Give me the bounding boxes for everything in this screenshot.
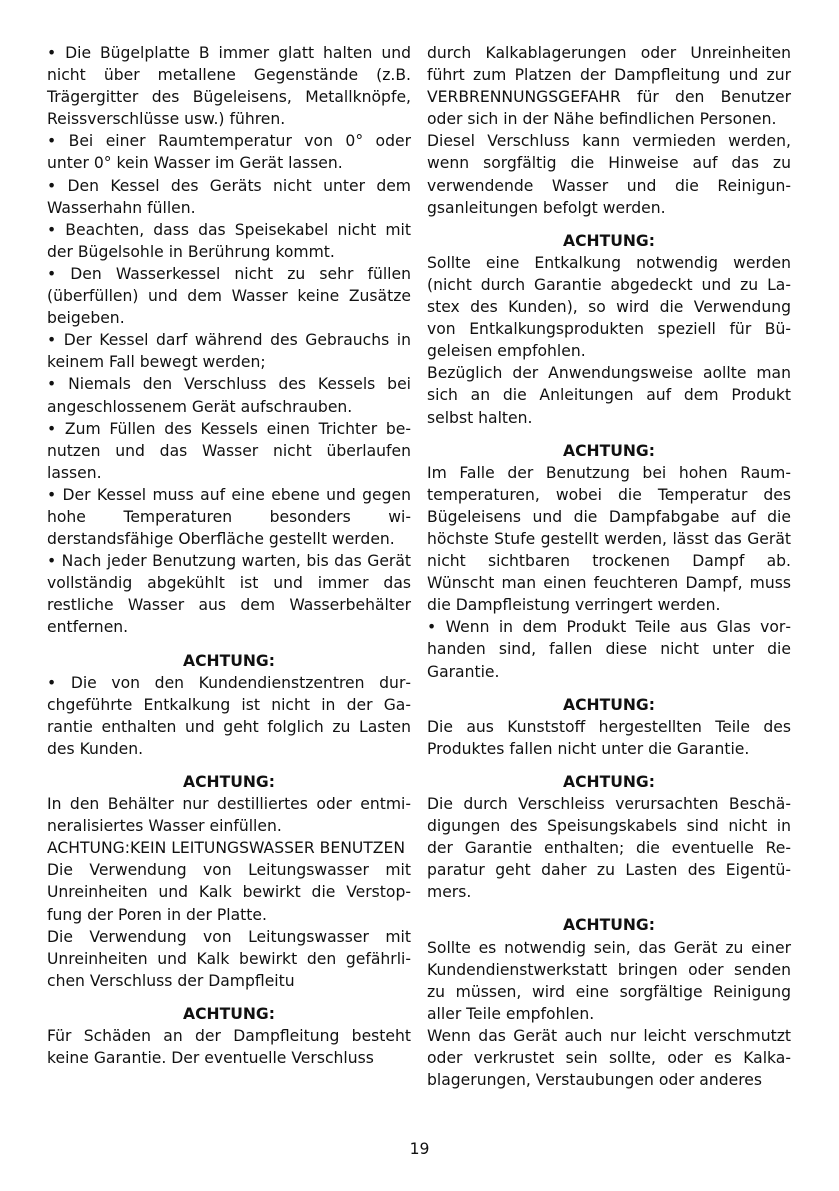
paragraph: Wenn das Gerät auch nur leicht verschmutzt oder verkrustet sein sollte, oder es Kalkablagerungen, Verstaubungen oder anderes bbox=[427, 1026, 791, 1090]
section-heading: ACHTUNG: bbox=[563, 695, 655, 714]
paragraph: Die Verwendung von Leitungswasser mit Unreinheiten und Kalk bewirkt den gefährlichen Verschluss der Dampfleitu bbox=[47, 927, 411, 990]
section-heading: ACHTUNG: bbox=[563, 441, 655, 460]
paragraph: Die durch Verschleiss verursachten Beschädigungen des Speisungskabels sind nicht in der Garantie enthalten; die eventuelle Reparatur geht daher zu Lasten des Eigentümers. bbox=[427, 795, 791, 902]
paragraph: • Zum Füllen des Kessels einen Trichter benutzen und das Wasser nicht überlaufen lassen. bbox=[47, 419, 411, 482]
paragraph: Die Verwendung von Leitungswasser mit Unreinheiten und Kalk bewirkt die Verstopfung der Poren in der Platte. bbox=[47, 861, 411, 924]
paragraph: Diesel Verschluss kann vermieden werden, wenn sorgfältig die Hinweise auf das zu verwendende Wasser und die Reinigungsanleitungen befolgt werden. bbox=[427, 132, 791, 217]
paragraph: • Wenn in dem Produkt Teile aus Glas vorhanden sind, fallen diese nicht unter die Garantie. bbox=[427, 618, 791, 681]
paragraph: • Den Wasserkessel nicht zu sehr füllen (überfüllen) und dem Wasser keine Zusätze beigeben. bbox=[47, 264, 411, 328]
paragraph: Die aus Kunststoff hergestellten Teile des Produktes fallen nicht unter die Garantie. bbox=[427, 717, 791, 758]
page-number: 19 bbox=[409, 1140, 430, 1158]
paragraph: • Die Bügelplatte B immer glatt halten und nicht über metallene Gegenstände (z.B. Trägergitter des Bügeleisens, Metallknöpfe, Reissverschlüsse usw.) führen. bbox=[47, 44, 411, 129]
paragraph: • Der Kessel muss auf eine ebene und gegen hohe Temperaturen besonders widerstandsfähige Oberfläche gestellt werden. bbox=[47, 485, 411, 549]
paragraph: • Nach jeder Benutzung warten, bis das Gerät vollständig abgekühlt ist und immer das restliche Wasser aus dem Wasserbehälter entfernen. bbox=[47, 552, 411, 637]
paragraph: In den Behälter nur destilliertes oder entmineralisiertes Wasser einfüllen. bbox=[47, 795, 411, 836]
paragraph: • Der Kessel darf während des Gebrauchs in keinem Fall bewegt werden; bbox=[47, 331, 411, 372]
paragraph: • Beachten, dass das Speisekabel nicht mit der Bügelsohle in Berührung kommt. bbox=[47, 220, 411, 261]
section-heading: ACHTUNG: bbox=[563, 231, 655, 250]
paragraph: • Den Kessel des Geräts nicht unter dem Wasserhahn füllen. bbox=[47, 176, 411, 217]
section-heading: ACHTUNG: bbox=[183, 1004, 275, 1023]
section-heading: ACHTUNG: bbox=[563, 916, 655, 935]
section-heading: ACHTUNG: bbox=[183, 773, 275, 791]
paragraph: Bezüglich der Anwendungsweise aollte man sich an die Anleitungen auf dem Produkt selbst halten. bbox=[427, 364, 791, 427]
paragraph: • Niemals den Verschluss des Kessels bei angeschlossenem Gerät aufschrauben. bbox=[47, 375, 411, 416]
right-column bbox=[427, 42, 791, 1091]
paragraph: Sollte eine Entkalkung notwendig werden (nicht durch Garantie abgedeckt und zu Lastex des Kunden), so wird die Verwendung von Entkalkungsprodukten speziell für Bügeleisen empfohlen. bbox=[427, 253, 791, 361]
paragraph: durch Kalkablagerungen oder Unreinheiten führt zum Platzen der Dampfleitung und zur VERBRENNUNGSGEFAHR für den Benutzer oder sich in der Nähe befindlichen Personen. bbox=[427, 44, 791, 129]
paragraph: Im Falle der Benutzung bei hohen Raumtemperaturen, wobei die Temperatur des Bügeleisens und die Dampfabgabe auf die höchste Stufe gestellt werden, lässt das Gerät nicht sichtbaren trockenen Dampf ab. Wünscht man einen feuchteren Dampf, muss die Dampfleistung verringert werden. bbox=[427, 463, 791, 615]
section-heading: ACHTUNG: bbox=[563, 772, 655, 791]
paragraph: Sollte es notwendig sein, das Gerät zu einer Kundendienstwerkstatt bringen oder senden zu müssen, wird eine sorgfältige Reinigung aller Teile empfohlen. bbox=[427, 938, 791, 1023]
left-column bbox=[47, 42, 411, 1069]
paragraph: Für Schäden an der Dampfleitung besteht keine Garantie. Der eventuelle Verschluss bbox=[47, 1027, 411, 1068]
paragraph: • Die von den Kundendienstzentren durchgeführte Entkalkung ist nicht in der Garantie enthalten und geht folglich zu Lasten des Kunden. bbox=[47, 673, 411, 758]
paragraph: ACHTUNG:KEIN LEITUNGSWASSER BENUTZEN bbox=[47, 839, 406, 858]
section-heading: ACHTUNG: bbox=[183, 651, 275, 670]
paragraph: • Bei einer Raumtemperatur von 0° oder unter 0° kein Wasser im Gerät lassen. bbox=[47, 132, 411, 173]
